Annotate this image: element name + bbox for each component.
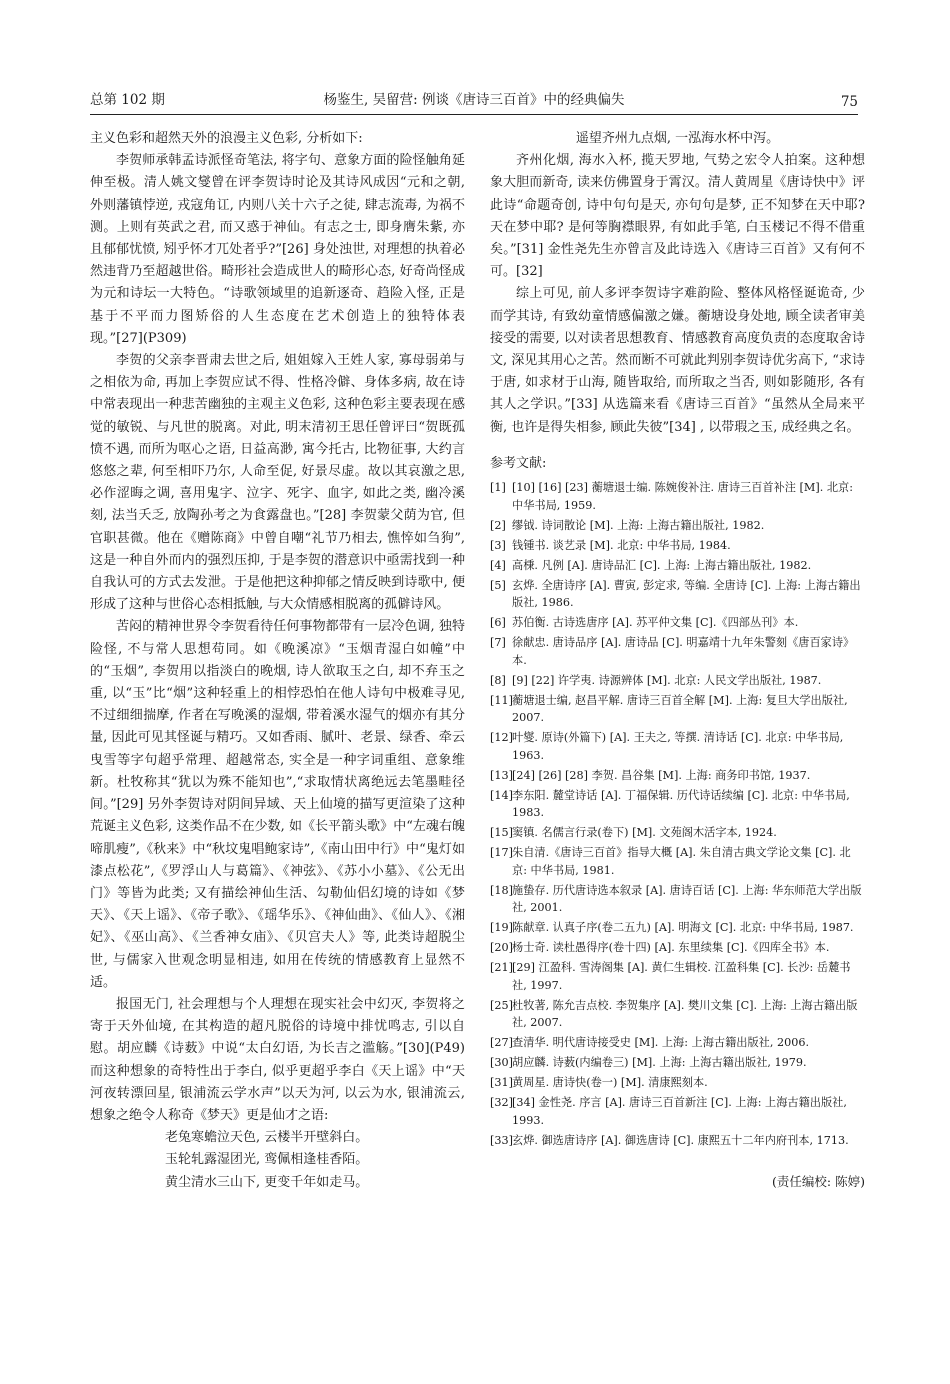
reference-text: 陈献章. 认真子序(卷二五九) [A]. 明海文 [C]. 北京: 中华书局, 1987. (512, 921, 854, 935)
reference-number: [12] (490, 731, 513, 745)
reference-text: 钱锺书. 谈艺录 [M]. 北京: 中华书局, 1984. (512, 538, 731, 552)
issue-number: 总第 102 期 (90, 92, 165, 108)
reference-text: 查清华. 明代唐诗接受史 [M]. 上海: 上海古籍出版社, 2006. (512, 1036, 809, 1050)
running-header (90, 88, 858, 115)
reference-text: 徐献忠. 唐诗品序 [A]. 唐诗品 [C]. 明嘉靖十九年朱警刻《唐百家诗》本. (512, 636, 855, 667)
body-paragraph: 齐州化烟, 海水入杯, 揽天罗地, 气势之宏令人拍案。这种想象大胆而新奇, 读来仿佛置身于霄汉。清人黄周星《唐诗快中》评此诗“命题奇创, 诗中句句是天, 亦句句是梦, 正不知梦在天中耶? 天在梦中耶? 是何等胸襟眼界, 有如此手笔, 白玉楼记不得不借重矣。”[31] 金性尧先生亦曾言及此诗选入《唐诗三百首》又有何不可。[32] (490, 153, 865, 280)
reference-text: [34] 金性尧. 序言 [A]. 唐诗三百首新注 [C]. 上海: 上海古籍出版社, 1993. (512, 1096, 847, 1127)
reference-number: [5] (490, 578, 506, 592)
reference-text: 叶燮. 原诗(外篇下) [A]. 王夫之, 等撰. 清诗话 [C]. 北京: 中华书局, 1963. (512, 731, 844, 762)
reference-number: [33] (490, 1133, 513, 1147)
body-paragraph: 李贺的父亲李晋肃去世之后, 姐姐嫁入王姓人家, 寡母弱弟与之相依为命, 再加上李贺应试不得、性格冷僻、身体多病, 故在诗中常表现出一种悲苦幽独的主观主义色彩, 这种色彩主要表现在感觉的敏锐、与凡世的脱离。对此, 明末清初王思任曾评曰“贺既孤愤不遇, 而所为呕心之语, 日益高渺, 寓今托古, 比物征事, 大约言悠悠之辈, 何至相吓乃尔, 人命至促, 好景尽虚。故以其哀激之思, 必作涩晦之调, 喜用鬼字、泣字、死字、血字, 如此之类, 幽冷溪刻, 法当夭乏, 放陶孙考之为食露盘也。”[28] 李贺蒙父荫为官, 但官职甚微。他在《赠陈商》中曾自嘲“礼节乃相去, 憔悴如刍狗”, 这是一种自外而内的强烈压抑, 于是李贺的潜意识中亟需找到一种自我认可的方式去发泄。于是他把这种抑郁之情反映到诗歌中, 便形成了这种与世俗心态相抵触, 与大众情感相脱离的孤僻诗风。 (90, 353, 465, 613)
body-paragraph: 李贺师承韩孟诗派怪奇笔法, 将字句、意象方面的险怪触角延伸至极。清人姚文燮曾在评李贺诗时论及其诗风成因“元和之朝, 外则藩镇悖逆, 戎寇角讧, 内则八关十六子之徒, 肆志流毒, 为祸不测。上则有英武之君, 而又惑于神仙。有志之士, 即身膺朱紫, 亦且郁郁忧愤, 矧乎怀才兀处者乎?”[26] 身处浊世, 对理想的执着必然违背乃至超越世俗。畸形社会造成世人的畸形心态, 好奇尚怪成为元和诗坛一大特色。“诗歌领域里的追新逐奇、趋险入怪, 正是基于不平而力图矫俗的人生态度在艺术创造上的独特体表现。”[27](P309) (90, 153, 465, 346)
reference-text: 玄烨. 全唐诗序 [A]. 曹寅, 彭定求, 等编. 全唐诗 [C]. 上海: 上海古籍出版社, 1986. (512, 578, 861, 610)
poem-line: 黄尘清水三山下, 更变千年如走马。 (165, 1174, 369, 1190)
reference-text: [24] [26] [28] 李贺. 昌谷集 [M]. 上海: 商务印书馆, 1937. (512, 768, 811, 782)
reference-item (490, 939, 865, 957)
reference-number: [21] (490, 961, 513, 975)
reference-number: [19] (490, 921, 513, 935)
reference-number: [30] (490, 1056, 513, 1070)
body-paragraph: 报国无门, 社会理想与个人理想在现实社会中幻灭, 李贺将之寄于天外仙境, 在其构造的超凡脱俗的诗境中排忧鸣志, 引以自慰。胡应麟《诗薮》中说“太白幻语, 为长吉之滥觞。”[30](P49) 而这种想象的奇特性出于李白, 似乎更超乎李白《天上谣》中“天河夜转漂回星, 银浦流云学水声”以天为河, 以云为水, 银浦流云, 想象之绝令人称奇《梦天》更是仙才之语: (90, 996, 465, 1123)
reference-text: 杜牧著, 陈允吉点校. 李贺集序 [A]. 樊川文集 [C]. 上海: 上海古籍出版社, 2007. (512, 998, 858, 1030)
reference-number: [15] (490, 826, 513, 840)
reference-number: [13] (490, 768, 513, 782)
reference-number: [17] (490, 846, 513, 860)
reference-item (490, 959, 865, 994)
reference-item (490, 577, 865, 612)
poem-line: 遥望齐州九点烟, 一泓海水杯中泻。 (575, 131, 780, 146)
right-column (490, 128, 865, 1193)
reference-item (490, 767, 865, 785)
reference-number: [4] (490, 558, 506, 572)
reference-item (490, 479, 865, 514)
reference-item (490, 517, 865, 535)
reference-item (490, 672, 865, 690)
reference-text: 苏伯衡. 古诗选唐序 [A]. 苏平仲文集 [C].《四部丛刊》本. (512, 616, 799, 630)
reference-number: [7] (490, 636, 506, 650)
reference-item (490, 729, 865, 764)
reference-item (490, 1132, 865, 1150)
reference-number: [2] (490, 518, 506, 532)
body-paragraph: 苦闷的精神世界令李贺看待任何事物都带有一层冷色调, 独特险怪, 不与常人思想苟同。如《晚溪凉》“玉烟青湿白如幢”中的“玉烟”, 李贺用以指淡白的晚烟, 诗人欲取玉之白, 却不弃玉之重, 以“玉”比“烟”这种轻重上的相悖恐怕在他人诗句中极难寻见, 不过细细揣摩, 作者在写晚溪的湿烟, 带着溪水湿气的烟亦有其分量, 因此可见其怪诞与精巧。又如香雨、腻叶、老景、绿香、牵云曳雪等字句超乎常理、超越常态, 实全是一种字词重组、意象维新。杜牧称其“犹以为殊不能知也”,“求取情状离绝远去笔墨畦径间。”[29] 另外李贺诗对阴间异域、天上仙境的描写更渲染了这种荒诞主义色彩, 这类作品不在少数, 如《长平箭头歌》中“左魂右魄啼肌瘦”,《秋来》中“秋坟鬼唱鲍家诗”,《南山田中行》中“鬼灯如漆点松花”,《罗浮山人与葛篇》、《神弦》、《苏小小墓》、《公无出门》等皆为此类; 又有描绘神仙生活、勾勒仙侣幻境的诗如《梦天》、《天上谣》、《帝子歌》、《瑶华乐》、《神仙曲》、《仙人》、《湘妃》、《巫山高》、《兰香神女庙》、《贝宫夫人》等, 此类诗超脱尘世, 与儒家入世观念明显相违, 如用在传统的情感教育上显然不适。 (90, 619, 465, 990)
page-number: 75 (840, 94, 858, 110)
reference-item (490, 1094, 865, 1129)
references-heading: 参考文献: (490, 455, 547, 471)
reference-item (490, 1054, 865, 1072)
left-column (90, 128, 465, 1194)
body-paragraph: 综上可见, 前人多评李贺诗字难韵险、整体风格怪诞诡奇, 少而学其诗, 有致幼童情感偏激之嫌。蘅塘设身处地, 顾全读者审美接受的需要, 以对读者思想教育、情感教育高度负责的态度取舍诗文, 深见其用心之苦。然而断不可就此判别李贺诗优劣高下, “求诗于唐, 如求材于山海, 随皆取给, 而所取之当否, 则如影随形, 各有其人之学识。”[33] 从选篇来看《唐诗三百首》“虽然从全局来平衡, 也许是得失相参, 顾此失彼”[34] , 以带瑕之玉, 成经典之名。 (490, 286, 865, 435)
reference-text: 杨士奇. 读杜愚得序(卷十四) [A]. 东里续集 [C].《四库全书》本. (512, 941, 830, 955)
reference-text: [9] [22] 许学夷. 诗源辨体 [M]. 北京: 人民文学出版社, 1987. (512, 673, 822, 687)
reference-item (490, 824, 865, 842)
reference-text: [29] 江盈科. 雪涛阁集 [A]. 黄仁生辑校. 江盈科集 [C]. 长沙: 岳麓书社, 1997. (512, 961, 851, 992)
reference-item (490, 614, 865, 632)
reference-item (490, 692, 865, 727)
reference-text: 玄烨. 御选唐诗序 [A]. 御选唐诗 [C]. 康熙五十二年内府刊本, 1713. (512, 1133, 849, 1147)
responsible-editor: (责任编校: 陈婷) (772, 1174, 865, 1190)
reference-number: [14] (490, 788, 513, 802)
reference-number: [32] (490, 1096, 513, 1110)
poem-line: 玉轮轧露湿团光, 鸾佩相逢桂香陌。 (165, 1152, 369, 1168)
reference-number: [18] (490, 883, 513, 897)
reference-text: 李东阳. 麓堂诗话 [A]. 丁福保辑. 历代诗话续编 [C]. 北京: 中华书局, 1983. (512, 788, 850, 820)
reference-text: 施蛰存. 历代唐诗选本叙录 [A]. 唐诗百话 [C]. 上海: 华东师范大学出版社, 2001. (512, 883, 862, 915)
reference-number: [8] (490, 673, 506, 687)
reference-text: 高棅. 凡例 [A]. 唐诗品汇 [C]. 上海: 上海古籍出版社, 1982. (512, 558, 812, 572)
reference-text: 蘅塘退士编, 赵昌平解. 唐诗三百首全解 [M]. 上海: 复旦大学出版社, 2007. (512, 693, 848, 725)
reference-number: [1] (490, 481, 506, 495)
reference-item (490, 1074, 865, 1092)
reference-item (490, 634, 865, 669)
reference-number: [6] (490, 616, 506, 630)
reference-number: [11] (490, 693, 513, 707)
reference-text: [10] [16] [23] 蘅塘退士编. 陈婉俊补注. 唐诗三百首补注 [M]. 北京: 中华书局, 1959. (512, 481, 853, 512)
reference-number: [25] (490, 998, 513, 1012)
reference-text: 缪钺. 诗词散论 [M]. 上海: 上海古籍出版社, 1982. (512, 518, 765, 532)
reference-item (490, 1034, 865, 1052)
reference-number: [3] (490, 538, 506, 552)
reference-number: [31] (490, 1076, 513, 1090)
reference-item (490, 537, 865, 555)
reference-item (490, 787, 865, 822)
body-paragraph: 主义色彩和超然天外的浪漫主义色彩, 分析如下: (90, 131, 363, 146)
reference-item (490, 997, 865, 1032)
reference-text: 胡应麟. 诗薮(内编卷三) [M]. 上海: 上海古籍出版社, 1979. (512, 1056, 807, 1070)
reference-item (490, 844, 865, 879)
reference-number: [20] (490, 941, 513, 955)
reference-item (490, 882, 865, 917)
reference-text: 黄周星. 唐诗快(卷一) [M]. 清康熙刻本. (512, 1076, 708, 1090)
reference-text: 朱自清.《唐诗三百首》指导大概 [A]. 朱自清古典文学论文集 [C]. 北京: 中华书局, 1981. (512, 846, 851, 877)
reference-text: 窦镇. 名儒言行录(卷下) [M]. 文苑阁木活字本, 1924. (512, 826, 777, 840)
poem-line: 老兔寒蟾泣天色, 云楼半开壁斜白。 (165, 1130, 369, 1146)
reference-item (490, 557, 865, 575)
reference-list (490, 479, 865, 1149)
reference-item (490, 919, 865, 937)
reference-number: [27] (490, 1036, 513, 1050)
article-running-title: 杨鉴生, 吴留营: 例谈《唐诗三百首》中的经典偏失 (323, 92, 625, 108)
